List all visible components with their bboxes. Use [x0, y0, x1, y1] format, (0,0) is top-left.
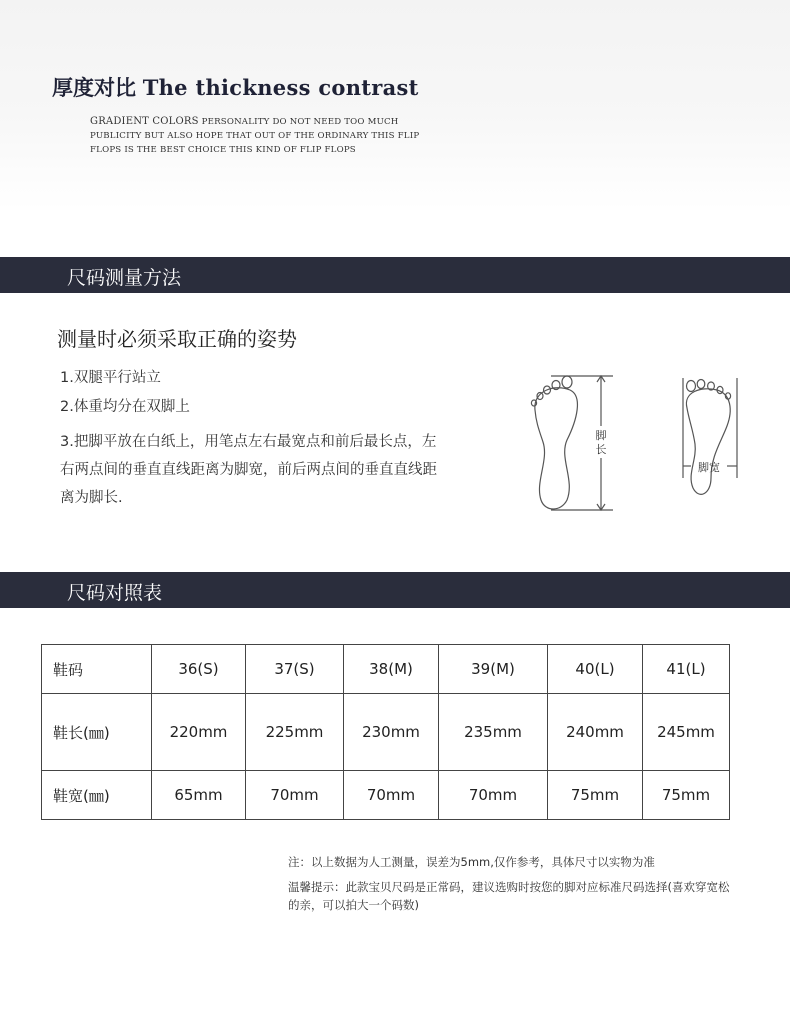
right-toe-1: [687, 381, 696, 392]
size-cell: 39(M): [439, 645, 548, 694]
left-foot-outline: [535, 388, 578, 509]
thickness-title: [52, 72, 419, 102]
measure-step-1: 1.双腿平行站立: [60, 370, 161, 386]
row-label-shoe-length: 鞋长(㎜): [42, 694, 152, 771]
width-cell: 70mm: [246, 771, 344, 820]
length-label-1: 脚: [595, 429, 607, 442]
measurement-note: 注：以上数据为人工测量，误差为5mm,仅作参考，具体尺寸以实物为准: [288, 855, 655, 869]
length-cell: 245mm: [643, 694, 730, 771]
size-section-band: [0, 572, 790, 608]
thickness-description-body: PERSONALITY DO NOT NEED TOO MUCH PUBLICITY BUT ALSO HOPE THAT OUT OF THE ORDINARY THIS FLIP FLOPS IS THE BEST CHOICE THIS KIND OF FLIP FLOPS: [90, 117, 420, 155]
size-chart-table: [41, 644, 730, 820]
size-section-title: 尺码对照表: [67, 582, 163, 604]
size-cell: 40(L): [548, 645, 643, 694]
thickness-title-en: The thickness contrast: [142, 75, 419, 100]
length-cell: 235mm: [439, 694, 548, 771]
length-cell: 225mm: [246, 694, 344, 771]
width-cell: 65mm: [152, 771, 246, 820]
measure-step-2: 2.体重均分在双脚上: [60, 399, 190, 415]
row-label-shoe-width: 鞋宽(㎜): [42, 771, 152, 820]
length-label-2: 长: [595, 443, 607, 456]
row-label-shoe-size: 鞋码: [42, 645, 152, 694]
length-cell: 230mm: [344, 694, 439, 771]
size-cell: 37(S): [246, 645, 344, 694]
width-cell: 70mm: [344, 771, 439, 820]
thickness-description-lead: GRADIENT COLORS: [90, 116, 199, 127]
size-cell: 38(M): [344, 645, 439, 694]
width-cell: 75mm: [548, 771, 643, 820]
width-cell: 75mm: [643, 771, 730, 820]
foot-measurement-diagram: [515, 360, 745, 520]
measure-heading: 测量时必须采取正确的姿势: [57, 327, 297, 351]
thickness-section-background: [0, 0, 790, 210]
table-row-shoe-width: [42, 771, 730, 820]
size-cell: 36(S): [152, 645, 246, 694]
length-cell: 220mm: [152, 694, 246, 771]
thickness-description: [90, 115, 420, 157]
table-row-shoe-size: [42, 645, 730, 694]
foot-width-illustration: [683, 378, 737, 494]
table-row-shoe-length: [42, 694, 730, 771]
width-cell: 70mm: [439, 771, 548, 820]
left-toe-1: [562, 376, 572, 388]
size-tip-note: 温馨提示：此款宝贝尺码是正常码，建议选购时按您的脚对应标准尺码选择(喜欢穿宽松的亲，可以拍大一个码数): [288, 880, 730, 912]
length-cell: 240mm: [548, 694, 643, 771]
right-foot-outline: [686, 389, 730, 495]
width-label: 脚宽: [698, 461, 720, 474]
measure-section-title: 尺码测量方法: [67, 267, 182, 289]
measure-step-3: 3.把脚平放在白纸上，用笔点左右最宽点和前后最长点，左右两点间的垂直直线距离为脚宽，前后两点间的垂直直线距离为脚长.: [60, 434, 437, 506]
right-toe-2: [697, 380, 705, 389]
size-cell: 41(L): [643, 645, 730, 694]
measure-section-band: [0, 257, 790, 293]
thickness-title-zh: 厚度对比: [52, 76, 136, 100]
